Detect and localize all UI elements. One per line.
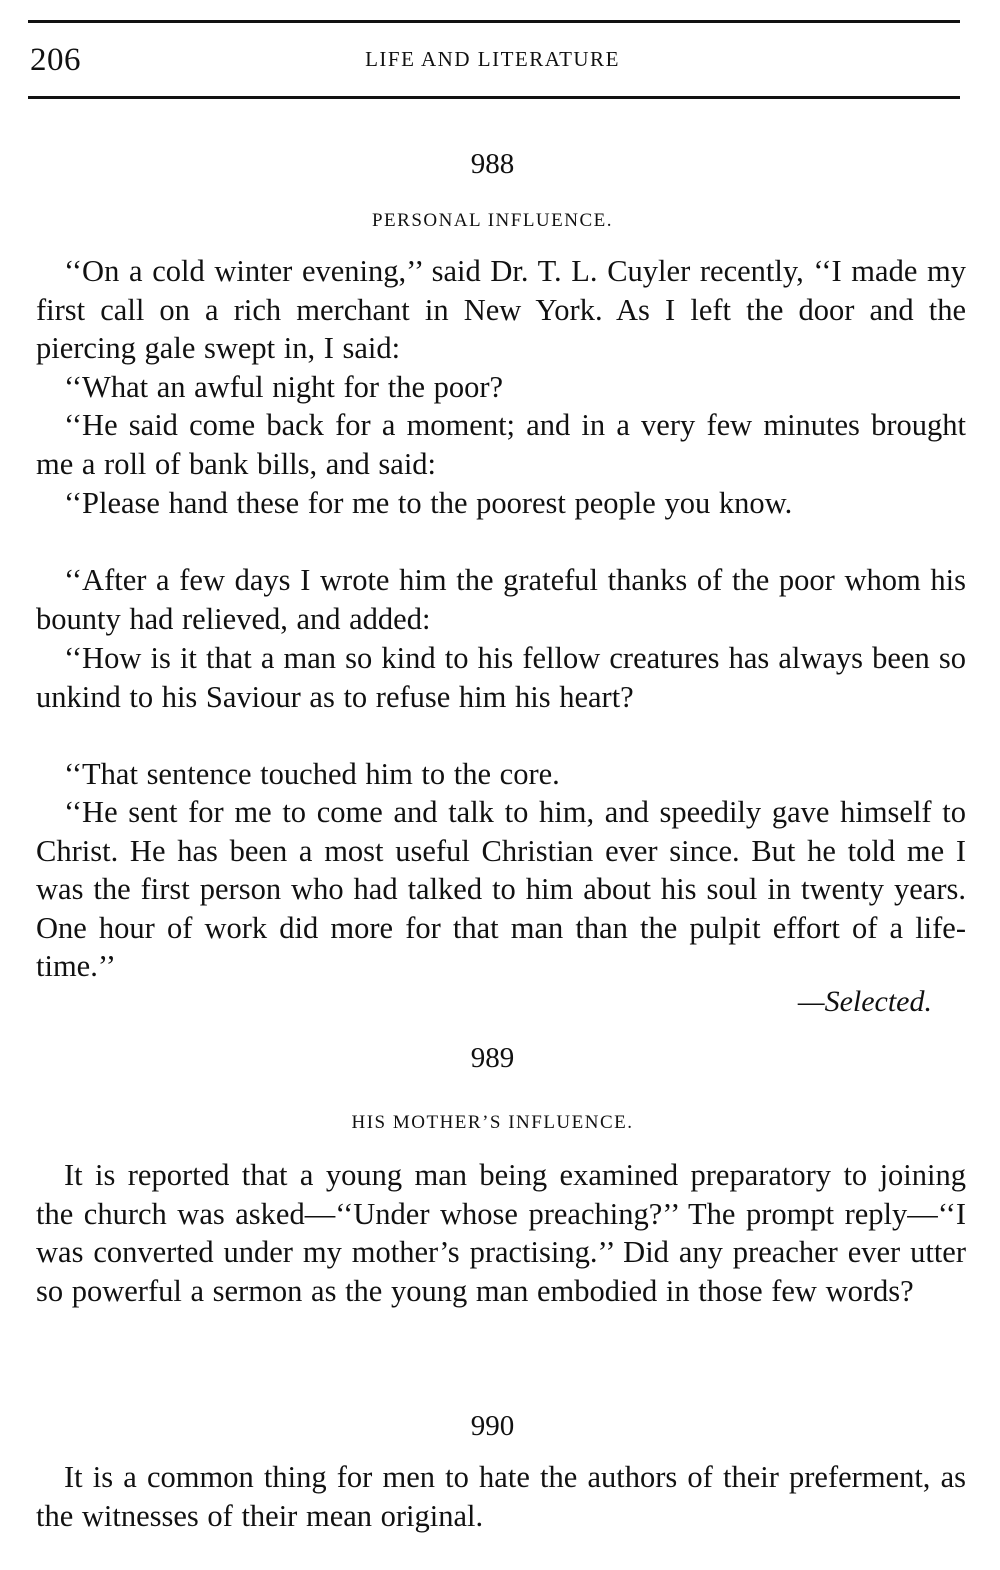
attribution-selected: —Selected. xyxy=(797,985,932,1018)
paragraph-988-6: ‘‘How is it that a man so kind to his fellow creatures has always been so unkind to his Saviour as to refuse him his heart? xyxy=(36,641,966,714)
paragraph-988-1: ‘‘On a cold winter evening,’’ said Dr. T. L. Cuyler recently, ‘‘I made my first call on a rich merchant in New York. As I left the door and the piercing gale swept in, I said: xyxy=(36,254,966,366)
entry-title-his-mothers-influence: HIS MOTHER’S INFLUENCE. xyxy=(351,1112,634,1133)
header-top-rule xyxy=(28,20,960,23)
paragraph-988-2: ‘‘What an awful night for the poor? xyxy=(64,370,504,404)
running-title: LIFE AND LITERATURE xyxy=(365,47,620,71)
entry-number-988: 988 xyxy=(470,148,515,180)
entry-number-989: 989 xyxy=(470,1042,515,1074)
paragraph-988-8: ‘‘He sent for me to come and talk to him, and speedily gave himself to Christ. He has been a most useful Christian ever since. But he told me I was the first person who had talked to him about his soul in twenty years. One hour of work did more for that man than the pulpit effort of a life-time.’’ xyxy=(36,795,966,984)
paragraph-989-1: It is reported that a young man being examined preparatory to joining the church was asked—‘‘Under whose preaching?’’ The prompt reply—‘‘I was converted under my mother’s practising.’’ Did any preacher ever utter so powerful a sermon as the young man embodied in those few words? xyxy=(36,1158,966,1308)
entry-title-personal-influence: PERSONAL INFLUENCE. xyxy=(371,210,614,231)
paragraph-988-4: ‘‘Please hand these for me to the poorest people you know. xyxy=(64,486,793,520)
paragraph-988-5: ‘‘After a few days I wrote him the grateful thanks of the poor whom his bounty had relieved, and added: xyxy=(36,563,966,636)
paragraph-988-7: ‘‘That sentence touched him to the core. xyxy=(64,757,560,791)
page-number: 206 xyxy=(30,42,81,78)
header-bottom-rule xyxy=(28,96,960,99)
paragraph-988-3: ‘‘He said come back for a moment; and in a very few minutes brought me a roll of bank bills, and said: xyxy=(36,408,966,481)
paragraph-990-1: It is a common thing for men to hate the authors of their preferment, as the witnesses of their mean original. xyxy=(36,1460,966,1533)
entry-number-990: 990 xyxy=(470,1410,515,1442)
